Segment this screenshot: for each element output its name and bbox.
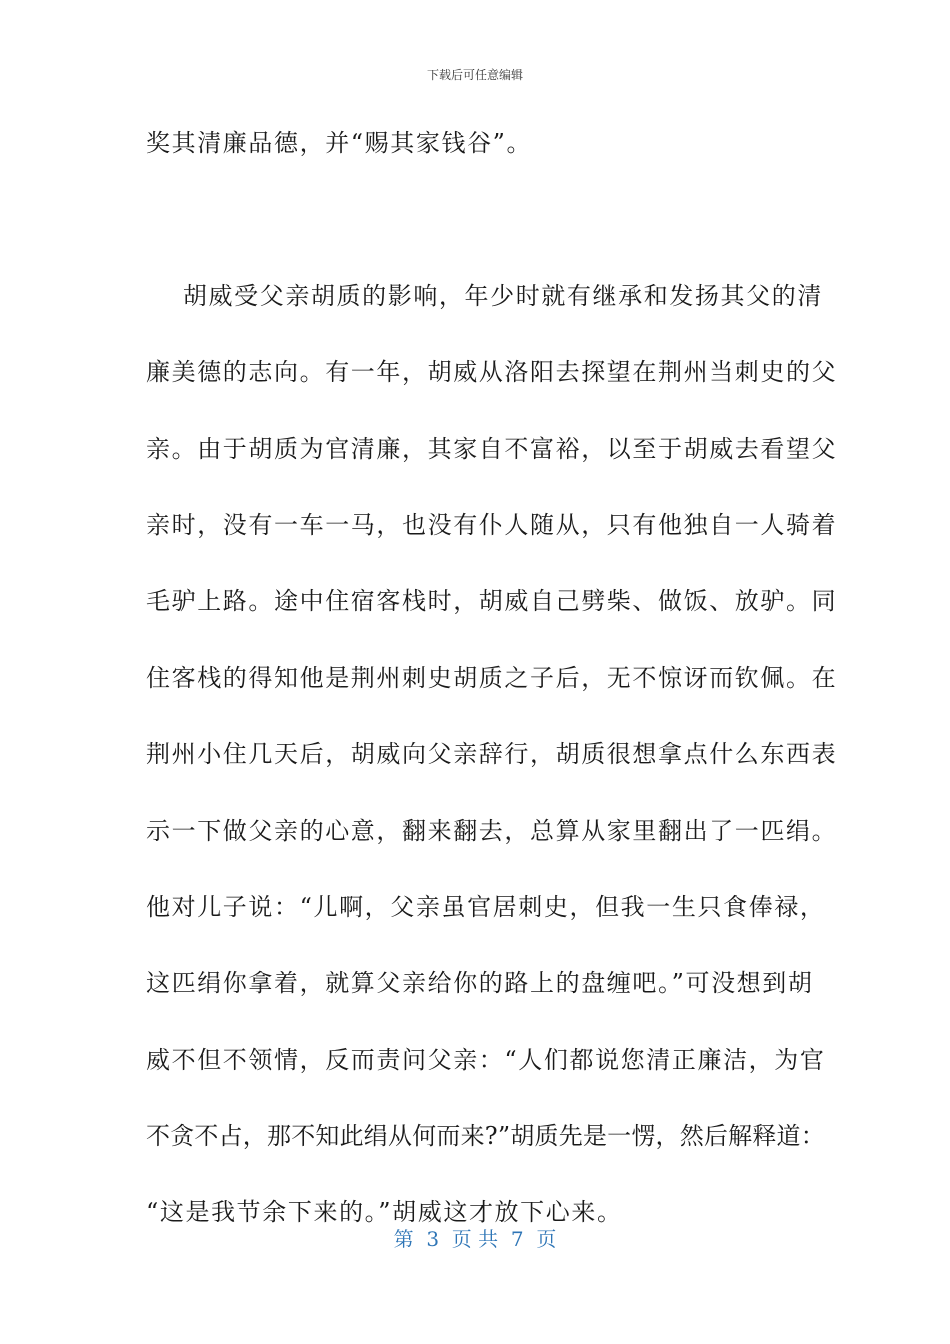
text-line: 这匹绢你拿着，就算父亲给你的路上的盘缠吧。”可没想到胡 [146,969,814,998]
text-line: 示一下做父亲的心意，翻来翻去，总算从家里翻出了一匹绢。 [146,816,838,845]
text-line: 不贪不占，那不知此绢从何而来?”胡质先是一愣，然后解释道： [146,1122,825,1151]
page-number-footer: 第 3 页 共 7 页 [393,1227,557,1251]
text-line: 毛驴上路。途中住宿客栈时，胡威自己劈柴、做饭、放驴。同 [146,587,838,616]
text-line: 住客栈的得知他是荆州刺史胡质之子后，无不惊讶而钦佩。在 [146,663,838,692]
blank-line [146,196,826,272]
text-line: 亲。由于胡质为官清廉，其家自不富裕，以至于胡威去看望父 [146,434,838,463]
document-body [146,120,838,1266]
text-line: 胡威受父亲胡质的影响，年少时就有继承和发扬其父的清 [146,281,823,310]
text-line: “这是我节余下来的。”胡威这才放下心来。 [146,1198,623,1227]
page-header: 下载后可任意编辑 [426,68,523,82]
text-line: 他对儿子说：“儿啊，父亲虽官居刺史，但我一生只食俸禄， [146,892,826,921]
text-line: 荆州小住几天后，胡威向父亲辞行，胡质很想拿点什么东西表 [146,740,838,769]
text-line: 廉美德的志向。有一年，胡威从洛阳去探望在荆州当刺史的父 [146,358,838,387]
text-line: 威不但不领情，反而责问父亲：“人们都说您清正廉洁，为官 [146,1045,826,1074]
text-line: 奖其清廉品德，并“赐其家钱谷”。 [146,129,533,157]
text-line: 亲时，没有一车一马，也没有仆人随从，只有他独自一人骑着 [146,510,838,539]
